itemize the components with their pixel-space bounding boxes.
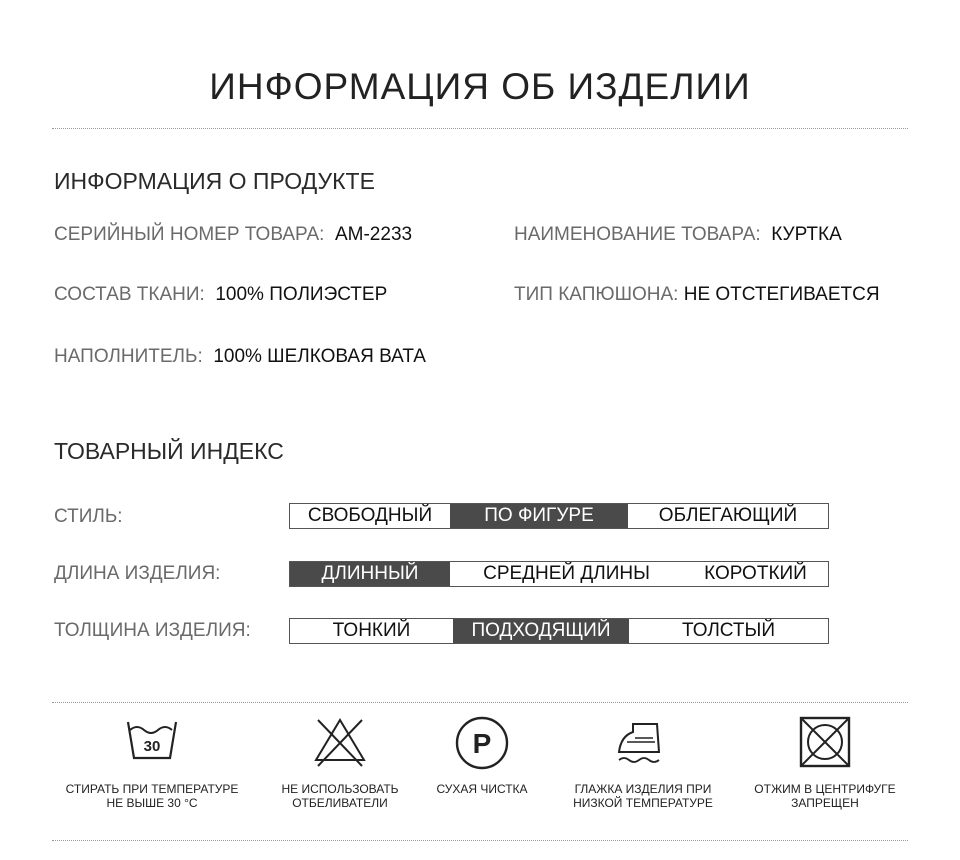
length-option-long: ДЛИННЫЙ (290, 562, 450, 586)
style-option-loose: СВОБОДНЫЙ (307, 505, 433, 526)
hood-label: ТИП КАПЮШОНА: (514, 284, 679, 305)
serial-field (54, 224, 412, 246)
product-index-heading: ТОВАРНЫЙ ИНДЕКС (54, 438, 284, 464)
care-caption-bleach: НЕ ИСПОЛЬЗОВАТЬ ОТБЕЛИВАТЕЛИ (281, 782, 399, 810)
thickness-scale (289, 618, 829, 644)
care-wash-30 (57, 712, 247, 810)
wash-30-icon (122, 712, 182, 770)
filler-field (54, 346, 426, 368)
style-label: СТИЛЬ: (54, 506, 123, 527)
care-caption-wash: СТИРАТЬ ПРИ ТЕМПЕРАТУРЕ НЕ ВЫШЕ 30 °C (65, 782, 239, 810)
care-caption-iron: ГЛАЖКА ИЗДЕЛИЯ ПРИ НИЗКОЙ ТЕМПЕРАТУРЕ (573, 782, 713, 810)
care-caption-tumble: ОТЖИМ В ЦЕНТРИФУГЕ ЗАПРЕЩЕН (754, 782, 896, 810)
no-tumble-dry-icon (795, 712, 855, 770)
fabric-value: 100% ПОЛИЭСТЕР (215, 284, 388, 305)
divider-top (52, 128, 908, 129)
serial-label: СЕРИЙНЫЙ НОМЕР ТОВАРА: (54, 224, 325, 245)
page-title: ИНФОРМАЦИЯ ОБ ИЗДЕЛИИ (209, 66, 751, 107)
iron-low-icon (613, 712, 673, 770)
length-option-medium: СРЕДНЕЙ ДЛИНЫ (483, 563, 650, 584)
length-scale (289, 561, 829, 587)
thickness-option-medium: ПОДХОДЯЩИЙ (453, 619, 629, 643)
dry-clean-letter: P (472, 728, 492, 759)
fabric-label: СОСТАВ ТКАНИ: (54, 284, 205, 305)
length-option-short: КОРОТКИЙ (704, 563, 807, 584)
length-label: ДЛИНА ИЗДЕЛИЯ: (54, 563, 221, 584)
no-bleach-icon (310, 712, 370, 770)
care-iron-low (548, 712, 738, 810)
fabric-field (54, 284, 387, 306)
name-value: КУРТКА (771, 224, 842, 245)
name-label: НАИМЕНОВАНИЕ ТОВАРА: (514, 224, 761, 245)
filler-value: 100% ШЕЛКОВАЯ ВАТА (213, 346, 426, 367)
divider-bottom (52, 840, 908, 841)
thickness-label: ТОЛЩИНА ИЗДЕЛИЯ: (54, 620, 251, 641)
product-info-heading: ИНФОРМАЦИЯ О ПРОДУКТЕ (54, 168, 375, 194)
filler-label: НАПОЛНИТЕЛЬ: (54, 346, 203, 367)
dry-clean-icon (452, 712, 512, 770)
thickness-option-thin: ТОНКИЙ (332, 620, 411, 641)
serial-value: AM-2233 (334, 224, 413, 245)
style-option-slim: ОБЛЕГАЮЩИЙ (658, 505, 798, 526)
name-field (514, 224, 842, 246)
thickness-option-thick: ТОЛСТЫЙ (682, 620, 775, 641)
wash-temperature: 30 (143, 738, 161, 755)
hood-value: НЕ ОТСТЕГИВАЕТСЯ (683, 284, 880, 305)
style-option-fitted: ПО ФИГУРЕ (450, 504, 628, 528)
care-no-tumble (730, 712, 920, 810)
care-caption-dryclean: СУХАЯ ЧИСТКА (436, 782, 528, 796)
hood-field (514, 284, 880, 306)
divider-care-top (52, 702, 908, 703)
style-scale (289, 503, 829, 529)
